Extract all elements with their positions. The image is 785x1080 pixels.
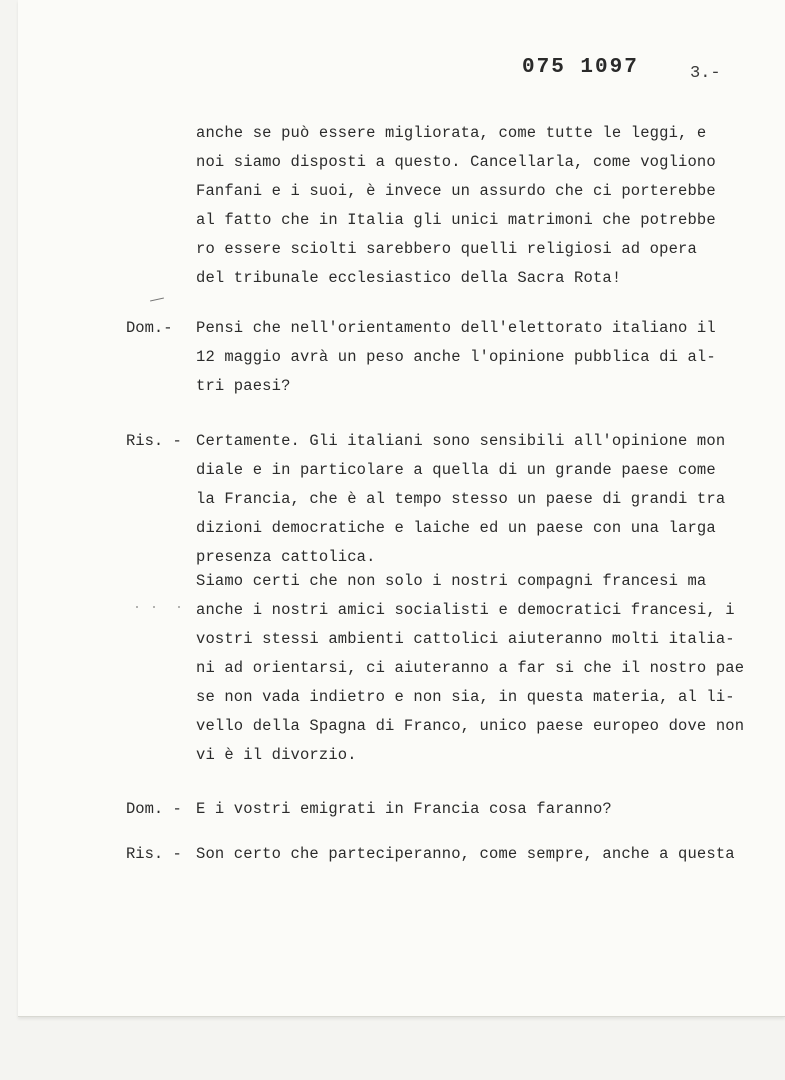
- text-line: Certamente. Gli italiani sono sensibili all'opinione mon: [196, 432, 726, 450]
- question-label: Dom.-: [126, 319, 173, 337]
- scan-speck: [153, 606, 155, 608]
- text-line: Son certo che parteciperanno, come sempre, anche a questa: [196, 845, 735, 863]
- text-line: al fatto che in Italia gli unici matrimoni che potrebbe: [196, 211, 716, 229]
- text-line: diale e in particolare a quella di un grande paese come: [196, 461, 716, 479]
- question-label: Dom. -: [126, 800, 182, 818]
- text-line: tri paesi?: [196, 377, 291, 395]
- text-line: E i vostri emigrati in Francia cosa faranno?: [196, 800, 612, 818]
- text-line: anche se può essere migliorata, come tutte le leggi, e: [196, 124, 707, 142]
- text-line: dizioni democratiche e laiche ed un paese con una larga: [196, 519, 716, 537]
- text-line: se non vada indietro e non sia, in questa materia, al li-: [196, 688, 735, 706]
- scan-speck: [178, 606, 180, 608]
- text-line: noi siamo disposti a questo. Cancellarla, come vogliono: [196, 153, 716, 171]
- text-line: del tribunale ecclesiastico della Sacra Rota!: [196, 269, 622, 287]
- answer-label: Ris. -: [126, 432, 182, 450]
- page-number: 3.-: [690, 64, 721, 83]
- answer-label: Ris. -: [126, 845, 182, 863]
- text-line: anche i nostri amici socialisti e democratici francesi, i: [196, 601, 735, 619]
- document-number: 075 1097: [522, 56, 639, 79]
- text-line: ni ad orientarsi, ci aiuteranno a far si che il nostro pae: [196, 659, 745, 677]
- text-line: la Francia, che è al tempo stesso un paese di grandi tra: [196, 490, 726, 508]
- text-line: ro essere sciolti sarebbero quelli religiosi ad opera: [196, 240, 697, 258]
- text-line: vi è il divorzio.: [196, 746, 357, 764]
- text-line: 12 maggio avrà un peso anche l'opinione pubblica di al-: [196, 348, 716, 366]
- text-line: Siamo certi che non solo i nostri compagni francesi ma: [196, 572, 707, 590]
- text-line: vello della Spagna di Franco, unico paese europeo dove non: [196, 717, 745, 735]
- text-line: vostri stessi ambienti cattolici aiuteranno molti italia-: [196, 630, 735, 648]
- text-line: presenza cattolica.: [196, 548, 376, 566]
- text-line: Pensi che nell'orientamento dell'elettorato italiano il: [196, 319, 716, 337]
- text-line: Fanfani e i suoi, è invece un assurdo che ci porterebbe: [196, 182, 716, 200]
- scan-speck: [136, 606, 138, 608]
